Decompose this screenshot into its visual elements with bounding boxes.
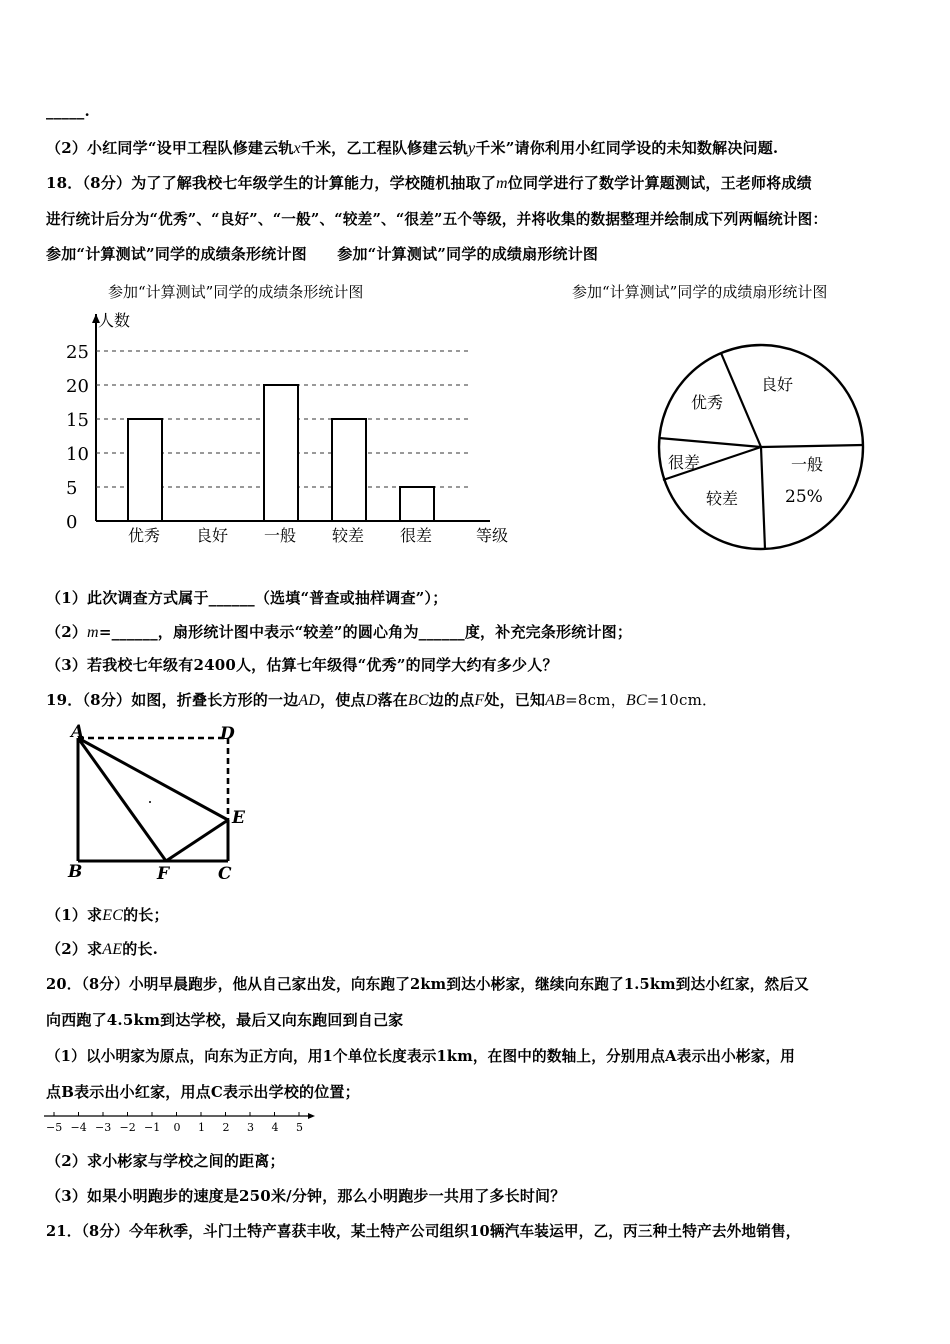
q19-b: ，使点	[320, 691, 366, 709]
var-AD: AD	[298, 692, 321, 709]
q20-part1-a: （1）以小明家为原点，向东为正方向，用1个单位长度表示1km，在图中的数轴上，分别用点A表示出小彬家，用	[46, 1048, 796, 1065]
pie-divider-youxiu-lianghao	[721, 353, 761, 447]
var-AB: AB	[545, 692, 566, 709]
q19-e: 处，已知	[484, 691, 546, 709]
y-tick-label-25: 25	[66, 342, 89, 363]
var-BC: BC	[407, 692, 429, 709]
q17-part2-a: （2）小红同学“设甲工程队修建云轨	[46, 139, 294, 157]
pie-label-hencha: 很差	[668, 453, 701, 472]
bar-0	[128, 419, 162, 521]
q18-stem-1	[46, 172, 812, 193]
q19-part2-b: 的长.	[122, 940, 159, 958]
y-tick-label-15: 15	[66, 410, 89, 431]
pie-label-youxiu: 优秀	[691, 393, 724, 412]
q19-d: 边的点	[428, 691, 475, 709]
var-EC: EC	[102, 907, 124, 924]
pie-chart	[655, 340, 867, 554]
q18-part1: （1）此次调查方式属于______（选填“普查或抽样调查”）；	[46, 589, 448, 607]
y-tick-label-5: 5	[66, 478, 78, 499]
number-line-label-7: 2	[222, 1121, 230, 1134]
number-line-arrow	[308, 1113, 315, 1119]
number-line-label-3: −2	[119, 1121, 136, 1134]
q19-stem	[46, 689, 717, 710]
pie-chart-title: 参加“计算测试”同学的成绩扇形统计图	[572, 283, 828, 301]
q20-part1-b: 点B表示出小红家，用点C表示出学校的位置；	[46, 1083, 360, 1101]
var-BC-2: BC	[625, 692, 647, 709]
q18-stem-1b: 位同学进行了数学计算题测试，王老师将成绩	[507, 174, 812, 192]
number-line-label-8: 3	[247, 1121, 254, 1134]
pie-label-lianghao: 良好	[761, 375, 794, 394]
segment-FE	[166, 820, 228, 861]
q19-part1-b: 的长；	[123, 906, 169, 924]
x-tick-label-0: 优秀	[128, 526, 161, 545]
q17-part2-c: 千米”请你利用小红同学设的未知数解决问题.	[475, 139, 779, 157]
pie-label-yiban-percent: 25%	[785, 487, 823, 507]
bar-3	[332, 419, 366, 521]
q18-part3: （3）若我校七年级有2400人，估算七年级得“优秀”的同学大约有多少人？	[46, 656, 558, 674]
number-line-label-0: −5	[46, 1121, 63, 1134]
q19-part2	[46, 938, 158, 959]
number-line-label-4: −1	[144, 1121, 161, 1134]
point-label-A: A	[71, 722, 85, 742]
q21-stem: 21．（8分）今年秋季，斗门土特产喜获丰收，某土特产公司组织10辆汽车装运甲，乙，丙三种土特产去外地销售，	[46, 1223, 801, 1240]
q19-part1-a: （1）求	[46, 906, 103, 924]
q19-part2-a: （2）求	[46, 940, 103, 958]
q18-part2-b: =______，扇形统计图中表示“较差”的圆心角为______度，补充完条形统计图；	[98, 623, 633, 641]
pie-label-yiban: 一般	[791, 455, 824, 474]
bar-chart	[50, 306, 520, 551]
number-line-label-10: 5	[296, 1121, 303, 1134]
x-tick-label-2: 一般	[264, 526, 297, 545]
x-tick-label-1: 良好	[196, 526, 229, 545]
y-tick-label-20: 20	[66, 376, 89, 397]
pie-divider-yiban-jiaocha	[761, 447, 765, 549]
point-label-D: D	[220, 724, 235, 744]
point-label-E: E	[232, 808, 245, 828]
segment-AF	[78, 738, 166, 861]
number-line-label-1: −4	[70, 1121, 87, 1134]
q19-f: =8cm，	[565, 691, 626, 709]
var-m-2: m	[87, 624, 99, 641]
q18-part2-a: （2）	[46, 623, 88, 641]
var-x: x	[293, 140, 301, 157]
y-tick-label-10: 10	[66, 444, 89, 465]
y-tick-label-0: 0	[66, 512, 78, 533]
pie-divider-hencha-youxiu	[659, 438, 761, 447]
q20-stem-2: 向西跑了4.5km到达学校，最后又向东跑回到自己家	[46, 1011, 404, 1029]
q18-stem-1a: 18．（8分）为了了解我校七年级学生的计算能力，学校随机抽取了	[46, 174, 497, 192]
q18-stem-3: 参加“计算测试”同学的成绩条形统计图 参加“计算测试”同学的成绩扇形统计图	[46, 245, 599, 263]
q19-figure	[62, 722, 252, 887]
number-line-label-6: 1	[198, 1121, 205, 1134]
number-line-label-9: 4	[271, 1121, 279, 1134]
var-m: m	[496, 175, 508, 192]
point-label-B: B	[68, 862, 83, 882]
q17-part2-b: 千米，乙工程队修建云轨	[300, 139, 468, 157]
q19-g: =10cm．	[646, 691, 718, 709]
q20-part3: （3）如果小明跑步的速度是250米/分钟，那么小明跑步一共用了多长时间？	[46, 1187, 566, 1205]
stray-dot	[149, 801, 151, 803]
pie-divider-lianghao-yiban	[761, 445, 863, 447]
bar-2	[264, 385, 298, 521]
q20-part2: （2）求小彬家与学校之间的距离；	[46, 1152, 285, 1170]
q17-part2-text	[46, 137, 778, 158]
var-D: D	[365, 692, 378, 709]
bar-chart-title: 参加“计算测试”同学的成绩条形统计图	[108, 283, 364, 301]
q19-a: 19．（8分）如图，折叠长方形的一边	[46, 691, 299, 709]
segment-AE	[78, 738, 228, 820]
number-line	[40, 1108, 320, 1136]
var-AE: AE	[102, 941, 123, 958]
q19-c: 落在	[377, 691, 408, 709]
var-F: F	[474, 692, 485, 709]
point-label-F: F	[157, 864, 170, 884]
point-label-C: C	[218, 864, 232, 884]
var-y: y	[467, 140, 476, 157]
q18-stem-2: 进行统计后分为“优秀”、“良好”、“一般”、“较差”、“很差”五个等级，并将收集的数据整理并绘制成下列两幅统计图：	[46, 211, 828, 228]
q19-part1	[46, 904, 169, 925]
q18-part2	[46, 621, 632, 642]
x-axis-label: 等级	[476, 526, 509, 545]
x-tick-label-4: 很差	[400, 526, 433, 545]
number-line-label-2: −3	[95, 1121, 112, 1134]
number-line-label-5: 0	[173, 1121, 181, 1134]
answer-blank-line: _____.	[46, 102, 90, 120]
bar-4	[400, 487, 434, 521]
pie-label-jiaocha: 较差	[706, 489, 739, 508]
q20-stem-1: 20．（8分）小明早晨跑步，他从自己家出发，向东跑了2km到达小彬家，继续向东跑了1.5km到达小红家，然后又	[46, 976, 809, 993]
x-tick-label-3: 较差	[332, 526, 365, 545]
y-axis-label: 人数	[98, 311, 131, 330]
